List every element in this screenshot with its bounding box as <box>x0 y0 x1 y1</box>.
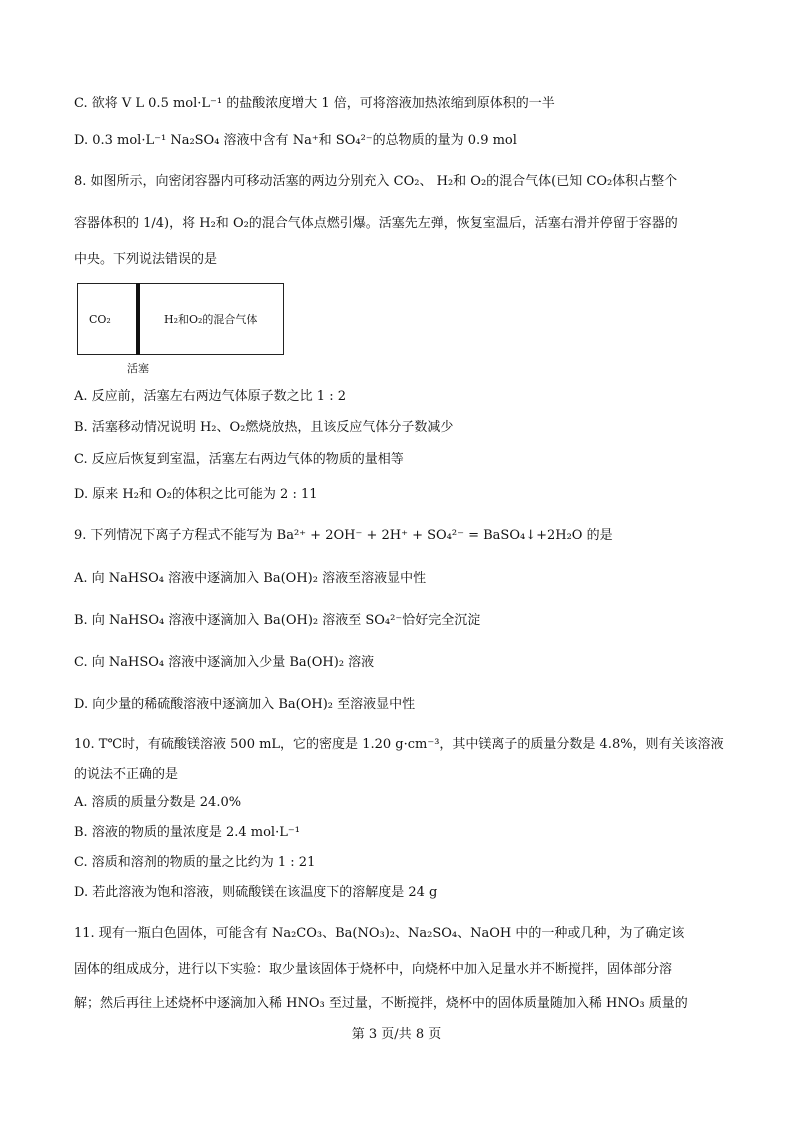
option-10d: D. 若此溶液为饱和溶液，则硫酸镁在该温度下的溶解度是 24 g <box>74 885 438 900</box>
h2-o2-label: H₂和O₂的混合气体 <box>164 313 258 326</box>
question-8-line-1: 8. 如图所示，向密闭容器内可移动活塞的两边分别充入 CO₂、 H₂和 O₂的混合气体(已知 CO₂体积占整个 <box>74 174 678 189</box>
option-10a: A. 溶质的质量分数是 24.0% <box>74 795 242 810</box>
page-footer: 第 3 页/共 8 页 <box>351 1027 442 1042</box>
question-10-line-1: 10. T℃时，有硫酸镁溶液 500 mL，它的密度是 1.20 g·cm⁻³，其中镁离子的质量分数是 4.8%，则有关该溶液 <box>74 737 724 752</box>
option-9d: D. 向少量的稀硫酸溶液中逐滴加入 Ba(OH)₂ 至溶液显中性 <box>74 697 416 712</box>
co2-label: CO₂ <box>89 313 111 326</box>
option-10b: B. 溶液的物质的量浓度是 2.4 mol·L⁻¹ <box>74 825 300 840</box>
option-8d: D. 原来 H₂和 O₂的体积之比可能为 2 : 11 <box>74 487 318 502</box>
question-8-line-3: 中央。下列说法错误的是 <box>74 252 218 267</box>
option-8c: C. 反应后恢复到室温，活塞左右两边气体的物质的量相等 <box>74 452 404 467</box>
option-8b: B. 活塞移动情况说明 H₂、O₂燃烧放热，且该反应气体分子数减少 <box>74 420 454 435</box>
option-7c: C. 欲将 V L 0.5 mol·L⁻¹ 的盐酸浓度增大 1 倍，可将溶液加热浓缩到原体积的一半 <box>74 96 555 111</box>
question-11-line-1: 11. 现有一瓶白色固体，可能含有 Na₂CO₃、Ba(NO₃)₂、Na₂SO₄、NaOH 中的一种或几种，为了确定该 <box>74 926 685 941</box>
question-11-line-2: 固体的组成成分，进行以下实验：取少量该固体于烧杯中，向烧杯中加入足量水并不断搅拌，固体部分溶 <box>74 962 673 977</box>
option-7d: D. 0.3 mol·L⁻¹ Na₂SO₄ 溶液中含有 Na⁺和 SO₄²⁻的总物质的量为 0.9 mol <box>74 133 517 148</box>
option-8a: A. 反应前，活塞左右两边气体原子数之比 1 : 2 <box>74 389 346 404</box>
option-9c: C. 向 NaHSO₄ 溶液中逐滴加入少量 Ba(OH)₂ 溶液 <box>74 655 375 670</box>
option-9b: B. 向 NaHSO₄ 溶液中逐滴加入 Ba(OH)₂ 溶液至 SO₄²⁻恰好完全沉淀 <box>74 613 481 628</box>
question-11-line-3: 解；然后再往上述烧杯中逐滴加入稀 HNO₃ 至过量，不断搅拌，烧杯中的固体质量随加入稀 HNO₃ 质量的 <box>74 996 688 1011</box>
option-10c: C. 溶质和溶剂的物质的量之比约为 1 : 21 <box>74 855 316 870</box>
piston-label: 活塞 <box>127 362 149 375</box>
option-9a: A. 向 NaHSO₄ 溶液中逐滴加入 Ba(OH)₂ 溶液至溶液显中性 <box>74 571 427 586</box>
question-8-line-2: 容器体积的 1/4)，将 H₂和 O₂的混合气体点燃引爆。活塞先左弹，恢复室温后，活塞右滑并停留于容器的 <box>74 216 678 231</box>
question-9: 9. 下列情况下离子方程式不能写为 Ba²⁺ + 2OH⁻ + 2H⁺ + SO₄²⁻ = BaSO₄↓+2H₂O 的是 <box>74 528 613 543</box>
piston <box>136 283 140 355</box>
question-10-line-2: 的说法不正确的是 <box>74 767 179 782</box>
